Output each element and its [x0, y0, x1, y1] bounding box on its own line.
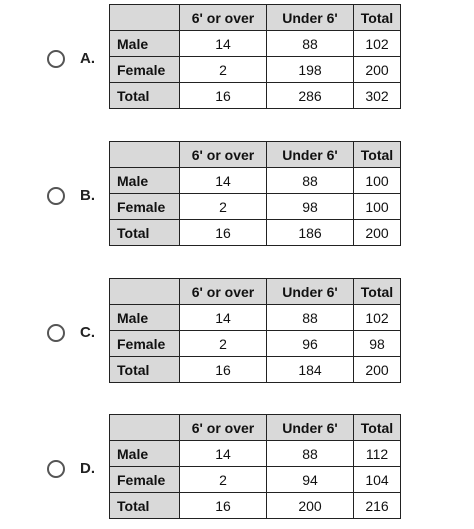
option-letter-b: B.	[80, 187, 95, 204]
table-cell: 200	[354, 357, 401, 383]
row-label: Male	[110, 31, 180, 57]
table-cell: 102	[354, 305, 401, 331]
radio-button-d[interactable]	[47, 460, 65, 478]
table-header-row	[110, 415, 401, 441]
table-row	[110, 305, 401, 331]
column-header: Total	[354, 142, 401, 168]
table-cell: 286	[267, 83, 354, 109]
row-label: Female	[110, 467, 180, 493]
row-label: Female	[110, 331, 180, 357]
column-header: 6' or over	[180, 415, 267, 441]
table-cell: 2	[180, 331, 267, 357]
option-letter-d: D.	[80, 460, 95, 477]
table-cell: 216	[354, 493, 401, 519]
column-header: 6' or over	[180, 5, 267, 31]
table-cell: 16	[180, 357, 267, 383]
header-blank-cell	[110, 5, 180, 31]
column-header: Total	[354, 5, 401, 31]
table-cell: 14	[180, 31, 267, 57]
table-cell: 200	[354, 57, 401, 83]
table-cell: 302	[354, 83, 401, 109]
table-row	[110, 493, 401, 519]
row-label: Male	[110, 441, 180, 467]
row-label: Total	[110, 357, 180, 383]
column-header: Under 6'	[267, 415, 354, 441]
table-row	[110, 31, 401, 57]
table-row	[110, 467, 401, 493]
row-label: Female	[110, 194, 180, 220]
radio-button-c[interactable]	[47, 324, 65, 342]
table-cell: 88	[267, 441, 354, 467]
table-cell: 16	[180, 83, 267, 109]
table-cell: 184	[267, 357, 354, 383]
table-cell: 186	[267, 220, 354, 246]
option-d[interactable]	[0, 414, 474, 524]
table-cell: 16	[180, 493, 267, 519]
table-row	[110, 194, 401, 220]
table-cell: 14	[180, 441, 267, 467]
row-label: Total	[110, 83, 180, 109]
column-header: Under 6'	[267, 142, 354, 168]
option-b[interactable]	[0, 141, 474, 251]
column-header: Under 6'	[267, 5, 354, 31]
radio-button-b[interactable]	[47, 187, 65, 205]
option-letter-a: A.	[80, 50, 95, 67]
table-cell: 14	[180, 305, 267, 331]
frequency-table-d	[109, 414, 401, 519]
frequency-table-c	[109, 278, 401, 383]
table-header-row	[110, 279, 401, 305]
option-c[interactable]	[0, 278, 474, 388]
header-blank-cell	[110, 142, 180, 168]
table-row	[110, 57, 401, 83]
frequency-table-a	[109, 4, 401, 109]
table-row	[110, 357, 401, 383]
column-header: Total	[354, 415, 401, 441]
row-label: Total	[110, 220, 180, 246]
table-cell: 200	[267, 493, 354, 519]
option-letter-c: C.	[80, 324, 95, 341]
table-cell: 200	[354, 220, 401, 246]
table-cell: 2	[180, 194, 267, 220]
table-cell: 112	[354, 441, 401, 467]
row-label: Male	[110, 305, 180, 331]
table-cell: 88	[267, 305, 354, 331]
table-header-row	[110, 5, 401, 31]
header-blank-cell	[110, 279, 180, 305]
table-row	[110, 331, 401, 357]
row-label: Total	[110, 493, 180, 519]
table-cell: 14	[180, 168, 267, 194]
table-row	[110, 220, 401, 246]
table-cell: 2	[180, 467, 267, 493]
table-cell: 104	[354, 467, 401, 493]
table-cell: 88	[267, 168, 354, 194]
table-header-row	[110, 142, 401, 168]
table-row	[110, 168, 401, 194]
radio-button-a[interactable]	[47, 50, 65, 68]
table-cell: 102	[354, 31, 401, 57]
table-cell: 88	[267, 31, 354, 57]
column-header: 6' or over	[180, 279, 267, 305]
column-header: Total	[354, 279, 401, 305]
table-cell: 16	[180, 220, 267, 246]
table-cell: 98	[354, 331, 401, 357]
frequency-table-b	[109, 141, 401, 246]
table-cell: 198	[267, 57, 354, 83]
row-label: Female	[110, 57, 180, 83]
table-cell: 100	[354, 168, 401, 194]
column-header: Under 6'	[267, 279, 354, 305]
table-cell: 96	[267, 331, 354, 357]
table-row	[110, 83, 401, 109]
option-a[interactable]	[0, 4, 474, 114]
column-header: 6' or over	[180, 142, 267, 168]
table-cell: 94	[267, 467, 354, 493]
header-blank-cell	[110, 415, 180, 441]
table-cell: 98	[267, 194, 354, 220]
table-cell: 2	[180, 57, 267, 83]
table-row	[110, 441, 401, 467]
table-cell: 100	[354, 194, 401, 220]
row-label: Male	[110, 168, 180, 194]
